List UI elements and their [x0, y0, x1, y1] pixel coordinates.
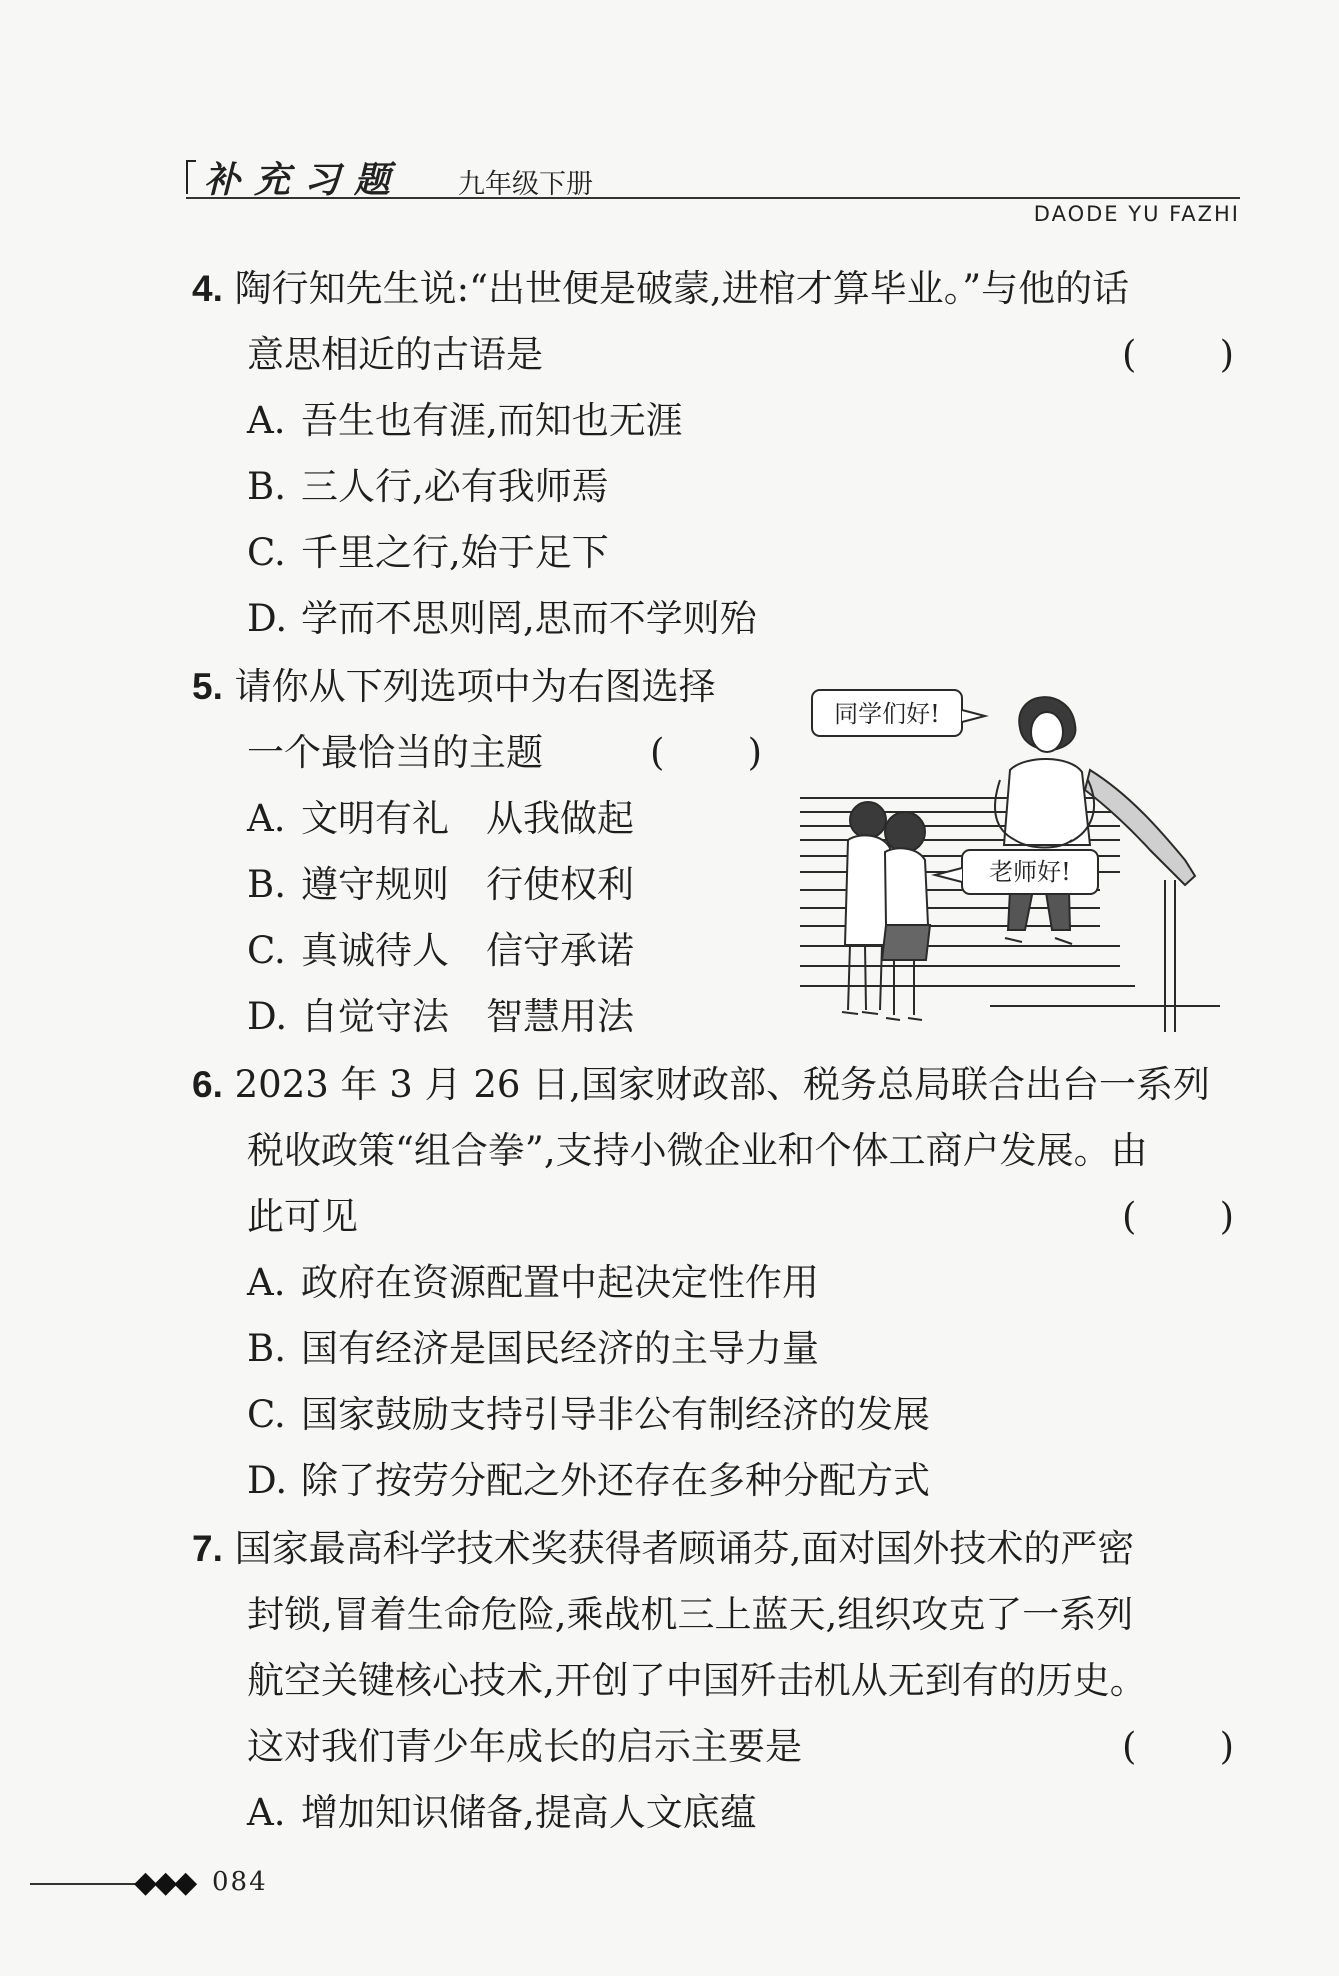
student-girl — [882, 812, 930, 1020]
greeting-illustration — [790, 680, 1230, 1040]
footer-rule — [30, 1883, 136, 1885]
students-speech-text: 老师好! — [989, 858, 1071, 886]
option-d[interactable]: D. 除了按劳分配之外还存在多种分配方式 — [247, 1459, 930, 1502]
grade-label: 九年级下册 — [458, 169, 593, 200]
question-number: 5. — [192, 666, 223, 707]
series-title: 补充习题 — [204, 159, 405, 201]
option-b[interactable]: B. 遵守规则 行使权利 — [247, 863, 634, 906]
question-stem-line: 7. 国家最高科学技术奖获得者顾诵芬,面对国外技术的严密 — [192, 1527, 1135, 1570]
question-number: 6. — [192, 1064, 223, 1105]
answer-blank[interactable]: ( ) — [650, 731, 762, 774]
answer-blank[interactable]: ( ) — [1122, 1195, 1234, 1238]
option-a[interactable]: A. 文明有礼 从我做起 — [247, 797, 634, 840]
question-stem-line: 一个最恰当的主题 — [247, 731, 543, 774]
option-a[interactable]: A. 政府在资源配置中起决定性作用 — [247, 1261, 819, 1304]
header-rule — [186, 197, 1240, 199]
question-stem-line: 6. 2023 年 3 月 26 日,国家财政部、税务总局联合出台一系列 — [192, 1063, 1210, 1106]
option-b[interactable]: B. 三人行,必有我师焉 — [247, 465, 609, 508]
question-number: 7. — [192, 1528, 223, 1569]
answer-blank[interactable]: ( ) — [1122, 333, 1234, 376]
option-d[interactable]: D. 学而不思则罔,思而不学则殆 — [247, 597, 757, 640]
option-c[interactable]: C. 千里之行,始于足下 — [247, 531, 609, 574]
question-stem-line: 这对我们青少年成长的启示主要是 — [247, 1725, 802, 1768]
question-number: 4. — [192, 268, 223, 309]
footer-diamond-icons: ◆◆◆ — [134, 1865, 195, 1900]
option-b[interactable]: B. 国有经济是国民经济的主导力量 — [247, 1327, 819, 1370]
question-stem-line: 4. 陶行知先生说:“出世便是破蒙,进棺才算毕业。”与他的话 — [192, 267, 1130, 310]
question-stem-line: 封锁,冒着生命危险,乘战机三上蓝天,组织攻克了一系列 — [247, 1593, 1134, 1636]
question-stem-line: 意思相近的古语是 — [247, 333, 543, 376]
question-stem-line: 此可见 — [247, 1195, 358, 1238]
option-a[interactable]: A. 增加知识储备,提高人文底蕴 — [247, 1791, 757, 1834]
page-number: 084 — [212, 1867, 268, 1897]
option-c[interactable]: C. 真诚待人 信守承诺 — [247, 929, 634, 972]
option-a[interactable]: A. 吾生也有涯,而知也无涯 — [247, 399, 683, 442]
question-stem-line: 5. 请你从下列选项中为右图选择 — [192, 665, 716, 708]
subject-label: DAODE YU FAZHI — [1033, 202, 1240, 226]
answer-blank[interactable]: ( ) — [1122, 1725, 1234, 1768]
option-d[interactable]: D. 自觉守法 智慧用法 — [247, 995, 634, 1038]
banister — [1085, 770, 1195, 1032]
option-c[interactable]: C. 国家鼓励支持引导非公有制经济的发展 — [247, 1393, 930, 1436]
teacher-figure — [995, 697, 1094, 944]
page-header — [186, 152, 1240, 200]
teacher-speech-text: 同学们好! — [834, 700, 940, 728]
header-bracket — [186, 160, 196, 194]
question-stem-line: 税收政策“组合拳”,支持小微企业和个体工商户发展。由 — [247, 1129, 1148, 1172]
student-boy — [842, 802, 890, 1014]
question-stem-line: 航空关键核心技术,开创了中国歼击机从无到有的历史。 — [247, 1659, 1147, 1702]
